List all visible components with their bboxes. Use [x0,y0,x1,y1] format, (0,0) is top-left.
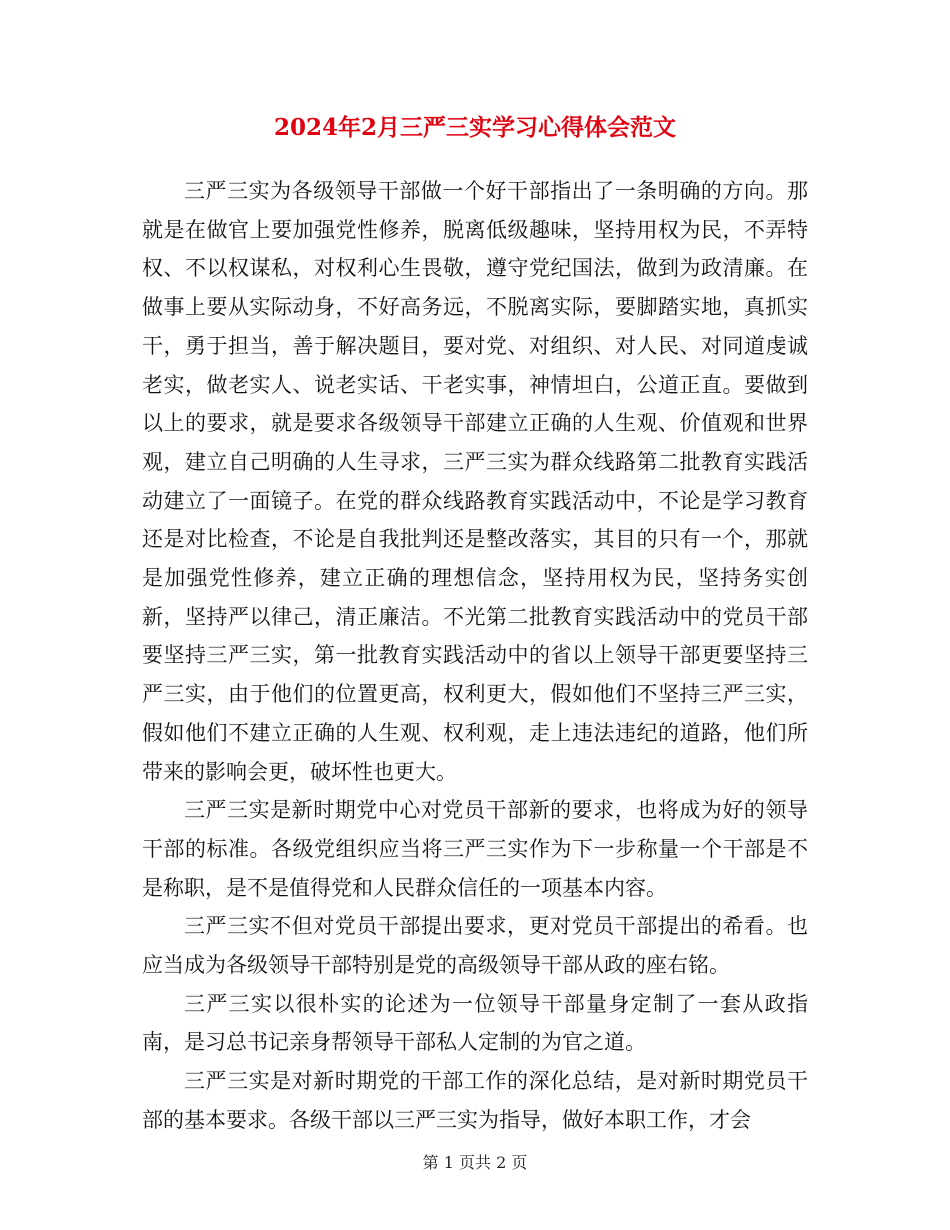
paragraph: 三严三实为各级领导干部做一个好干部指出了一条明确的方向。那就是在做官上要加强党性修养，脱离低级趣味，坚持用权为民，不弄特权、不以权谋私，对权利心生畏敬，遵守党纪国法，做到为政清廉。在做事上要从实际动身，不好高务远，不脱离实际，要脚踏实地，真抓实干，勇于担当，善于解决题目，要对党、对组织、对人民、对同道虔诚老实，做老实人、说老实话、干老实事，神情坦白，公道正直。要做到以上的要求，就是要求各级领导干部建立正确的人生观、价值观和世界观，建立自己明确的人生寻求，三严三实为群众线路第二批教育实践活动建立了一面镜子。在党的群众线路教育实践活动中，不论是学习教育还是对比检查，不论是自我批判还是整改落实，其目的只有一个，那就是加强党性修养，建立正确的理想信念，坚持用权为民，坚持务实创新，坚持严以律己，清正廉洁。不光第二批教育实践活动中的党员干部要坚持三严三实，第一批教育实践活动中的省以上领导干部更要坚持三严三实，由于他们的位置更高，权利更大，假如他们不坚持三严三实，假如他们不建立正确的人生观、权利观，走上违法违纪的道路，他们所带来的影响会更，破坏性也更大。 [142,179,808,784]
paragraph: 三严三实是对新时期党的干部工作的深化总结，是对新时期党员干部的基本要求。各级干部以三严三实为指导，做好本职工作，才会 [142,1069,808,1132]
document-title: 2024年2月三严三实学习心得体会范文 [273,114,677,141]
document-body [142,172,808,1140]
paragraph: 三严三实是新时期党中心对党员干部新的要求，也将成为好的领导干部的标准。各级党组织应当将三严三实作为下一步称量一个干部是不是称职，是不是值得党和人民群众信任的一项基本内容。 [142,798,808,900]
paragraph: 三严三实以很朴实的论述为一位领导干部量身定制了一套从政指南，是习总书记亲身帮领导干部私人定制的为官之道。 [142,991,808,1055]
page-number-footer: 第 1 页共 2 页 [422,1153,528,1172]
paragraph: 三严三实不但对党员干部提出要求，更对党员干部提出的希看。也应当成为各级领导干部特别是党的高级领导干部从政的座右铭。 [142,914,808,978]
